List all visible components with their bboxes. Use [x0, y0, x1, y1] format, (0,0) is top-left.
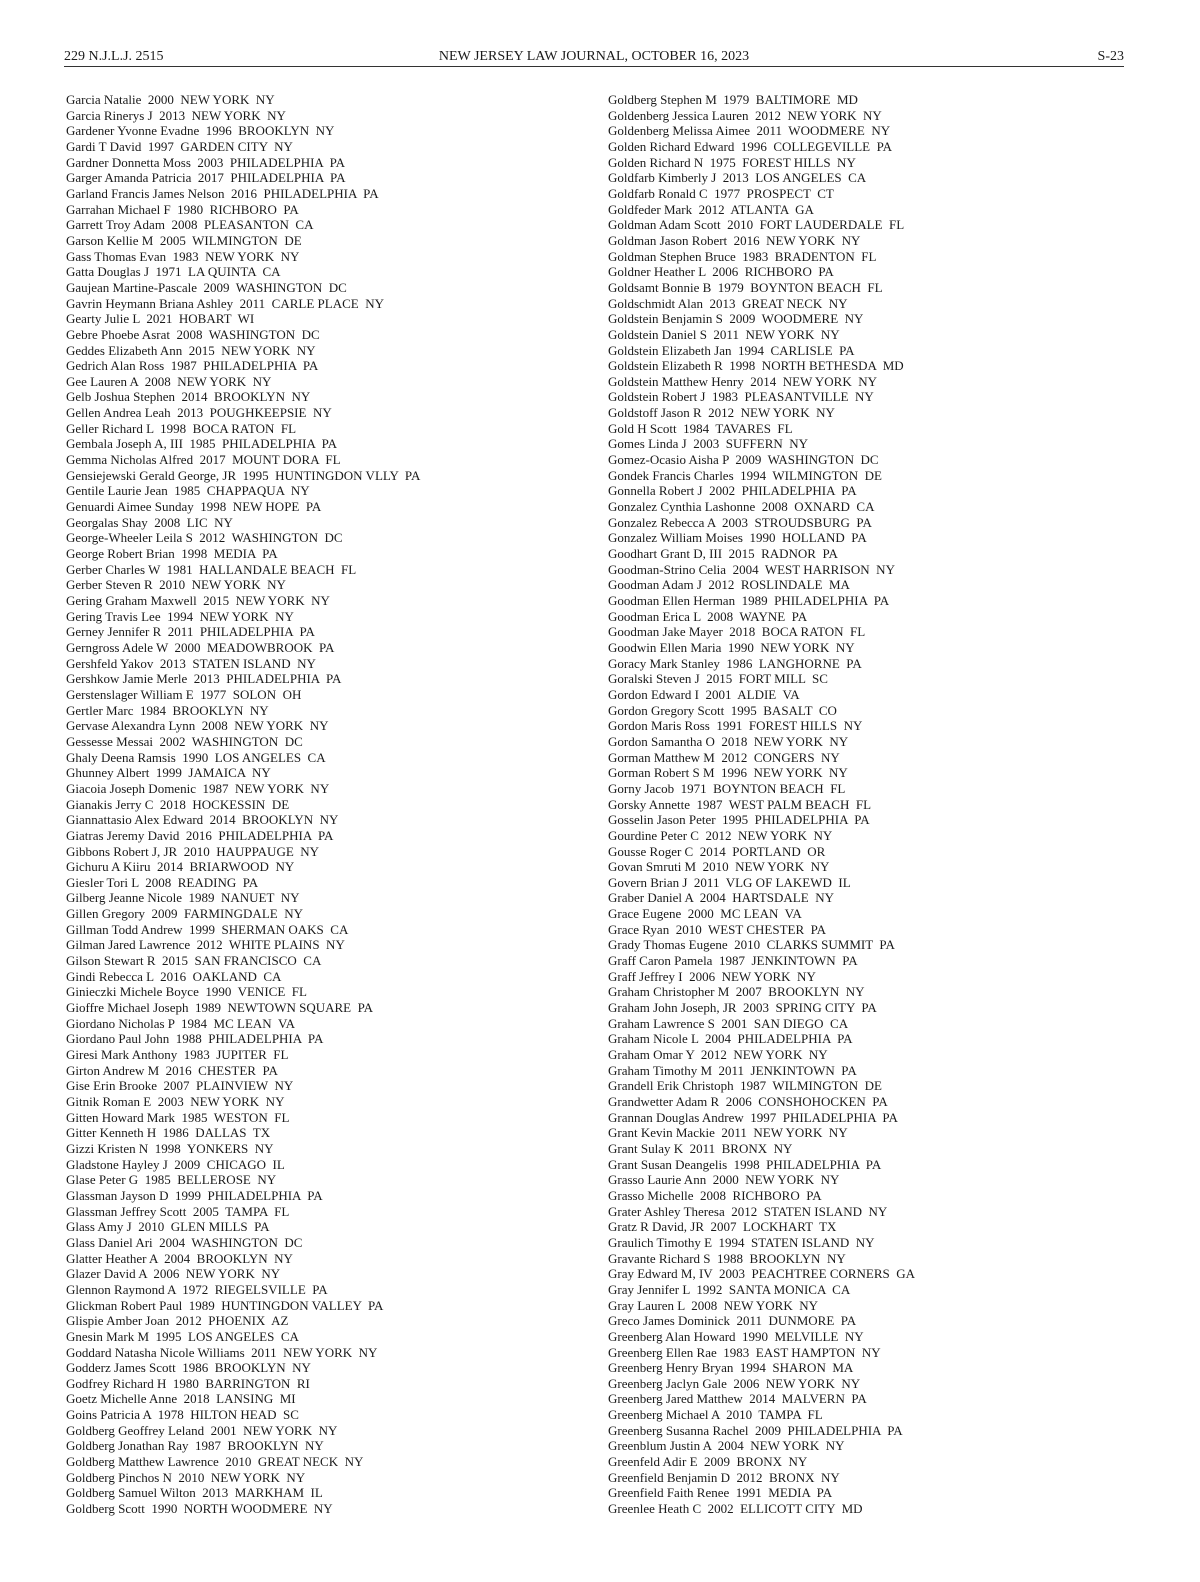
list-item: Greenberg Alan Howard 1990 MELVILLE NY: [608, 1328, 864, 1344]
list-item: Gillen Gregory 2009 FARMINGDALE NY: [66, 906, 303, 922]
list-item: Glass Amy J 2010 GLEN MILLS PA: [66, 1219, 270, 1235]
list-item: Gizzi Kristen N 1998 YONKERS NY: [66, 1140, 274, 1156]
list-item: Gass Thomas Evan 1983 NEW YORK NY: [66, 248, 300, 264]
list-item: Greenberg Susanna Rachel 2009 PHILADELPHIA PA: [608, 1422, 903, 1438]
list-item: Giesler Tori L 2008 READING PA: [66, 874, 259, 890]
list-item: Gordon Samantha O 2018 NEW YORK NY: [608, 733, 849, 749]
list-item: Garrahan Michael F 1980 RICHBORO PA: [66, 201, 299, 217]
list-item: Gosselin Jason Peter 1995 PHILADELPHIA PA: [608, 812, 870, 828]
list-item: Grandell Erik Christoph 1987 WILMINGTON DE: [608, 1078, 882, 1094]
list-item: Grater Ashley Theresa 2012 STATEN ISLAND NY: [608, 1203, 888, 1219]
list-item: Greenfield Faith Renee 1991 MEDIA PA: [608, 1485, 833, 1501]
list-item: Gratz R David, JR 2007 LOCKHART TX: [608, 1219, 837, 1235]
list-item: Goldberg Jonathan Ray 1987 BROOKLYN NY: [66, 1438, 324, 1454]
list-item: Giacoia Joseph Domenic 1987 NEW YORK NY: [66, 780, 330, 796]
list-item: Gomes Linda J 2003 SUFFERN NY: [608, 436, 809, 452]
list-item: Glassman Jayson D 1999 PHILADELPHIA PA: [66, 1187, 323, 1203]
list-item: Goodman Adam J 2012 ROSLINDALE MA: [608, 577, 850, 593]
list-item: Gerstenslager William E 1977 SOLON OH: [66, 686, 302, 702]
list-item: Gebre Phoebe Asrat 2008 WASHINGTON DC: [66, 326, 320, 342]
list-item: Ghunney Albert 1999 JAMAICA NY: [66, 765, 271, 781]
list-item: Gorny Jacob 1971 BOYNTON BEACH FL: [608, 780, 846, 796]
list-item: Grace Eugene 2000 MC LEAN VA: [608, 906, 802, 922]
list-item: Grant Susan Deangelis 1998 PHILADELPHIA PA: [608, 1156, 882, 1172]
list-item: Govan Smruti M 2010 NEW YORK NY: [608, 859, 830, 875]
list-item: Giatras Jeremy David 2016 PHILADELPHIA PA: [66, 827, 334, 843]
list-item: Goldman Jason Robert 2016 NEW YORK NY: [608, 232, 861, 248]
list-item: Gardi T David 1997 GARDEN CITY NY: [66, 138, 293, 154]
list-item: Glase Peter G 1985 BELLEROSE NY: [66, 1172, 277, 1188]
list-item: Gavrin Heymann Briana Ashley 2011 CARLE PLACE NY: [66, 295, 384, 311]
list-item: Goodman-Strino Celia 2004 WEST HARRISON NY: [608, 561, 895, 577]
list-item: Goldberg Matthew Lawrence 2010 GREAT NECK NY: [66, 1454, 364, 1470]
list-item: Godderz James Scott 1986 BROOKLYN NY: [66, 1360, 311, 1376]
list-item: Gray Lauren L 2008 NEW YORK NY: [608, 1297, 818, 1313]
list-item: Golden Richard Edward 1996 COLLEGEVILLE PA: [608, 138, 893, 154]
list-item: Gray Jennifer L 1992 SANTA MONICA CA: [608, 1281, 851, 1297]
list-item: Goodman Jake Mayer 2018 BOCA RATON FL: [608, 624, 866, 640]
list-item: Graham Omar Y 2012 NEW YORK NY: [608, 1047, 828, 1063]
list-item: Goldfarb Kimberly J 2013 LOS ANGELES CA: [608, 170, 867, 186]
list-item: Gessesse Messai 2002 WASHINGTON DC: [66, 733, 303, 749]
list-item: Goldberg Geoffrey Leland 2001 NEW YORK NY: [66, 1422, 338, 1438]
list-item: Gitten Howard Mark 1985 WESTON FL: [66, 1109, 290, 1125]
list-item: Goldner Heather L 2006 RICHBORO PA: [608, 264, 834, 280]
list-item: Geddes Elizabeth Ann 2015 NEW YORK NY: [66, 342, 316, 358]
list-item: Ginieczki Michele Boyce 1990 VENICE FL: [66, 984, 307, 1000]
list-item: Greenlee Heath C 2002 ELLICOTT CITY MD: [608, 1501, 863, 1517]
list-item: Goodwin Ellen Maria 1990 NEW YORK NY: [608, 639, 855, 655]
list-item: Goldman Stephen Bruce 1983 BRADENTON FL: [608, 248, 877, 264]
list-item: Gorman Matthew M 2012 CONGERS NY: [608, 749, 840, 765]
list-item: Glazer David A 2006 NEW YORK NY: [66, 1266, 281, 1282]
list-item: Goldschmidt Alan 2013 GREAT NECK NY: [608, 295, 848, 311]
list-item: Garger Amanda Patricia 2017 PHILADELPHIA PA: [66, 170, 346, 186]
list-item: Gousse Roger C 2014 PORTLAND OR: [608, 843, 826, 859]
list-item: Goodman Erica L 2008 WAYNE PA: [608, 608, 808, 624]
list-item: Gee Lauren A 2008 NEW YORK NY: [66, 373, 272, 389]
list-item: Gellen Andrea Leah 2013 POUGHKEEPSIE NY: [66, 405, 332, 421]
list-item: Garcia Rinerys J 2013 NEW YORK NY: [66, 107, 286, 123]
list-item: Garland Francis James Nelson 2016 PHILADELPHIA PA: [66, 185, 379, 201]
list-item: Goldstein Elizabeth R 1998 NORTH BETHESDA MD: [608, 358, 904, 374]
right-column-list: [608, 92, 915, 1517]
list-item: Gorman Robert S M 1996 NEW YORK NY: [608, 765, 848, 781]
list-item: Gnesin Mark M 1995 LOS ANGELES CA: [66, 1328, 299, 1344]
list-item: Gillman Todd Andrew 1999 SHERMAN OAKS CA: [66, 921, 349, 937]
list-item: Graulich Timothy E 1994 STATEN ISLAND NY: [608, 1234, 875, 1250]
list-item: Grasso Michelle 2008 RICHBORO PA: [608, 1187, 822, 1203]
list-item: Gonzalez Rebecca A 2003 STROUDSBURG PA: [608, 514, 872, 530]
list-item: Garcia Natalie 2000 NEW YORK NY: [66, 92, 275, 107]
journal-citation: 229 N.J.L.J. 2515: [64, 49, 164, 64]
list-item: Garson Kellie M 2005 WILMINGTON DE: [66, 232, 302, 248]
list-item: Goddard Natasha Nicole Williams 2011 NEW YORK NY: [66, 1344, 378, 1360]
list-item: Goodman Ellen Herman 1989 PHILADELPHIA PA: [608, 593, 890, 608]
list-item: Goldstein Daniel S 2011 NEW YORK NY: [608, 326, 840, 342]
list-item: Gray Edward M, IV 2003 PEACHTREE CORNERS GA: [608, 1266, 916, 1282]
list-item: Genuardi Aimee Sunday 1998 NEW HOPE PA: [66, 499, 322, 515]
list-item: Grasso Laurie Ann 2000 NEW YORK NY: [608, 1172, 840, 1188]
list-item: Glennon Raymond A 1972 RIEGELSVILLE PA: [66, 1281, 328, 1297]
list-item: Gatta Douglas J 1971 LA QUINTA CA: [66, 264, 281, 280]
list-item: Gordon Edward I 2001 ALDIE VA: [608, 686, 800, 702]
list-item: Godfrey Richard H 1980 BARRINGTON RI: [66, 1375, 310, 1391]
list-item: Gindi Rebecca L 2016 OAKLAND CA: [66, 968, 282, 984]
list-item: Gentile Laurie Jean 1985 CHAPPAQUA NY: [66, 483, 310, 499]
list-item: Gering Graham Maxwell 2015 NEW YORK NY: [66, 593, 330, 608]
list-item: Gilman Jared Lawrence 2012 WHITE PLAINS NY: [66, 937, 345, 953]
list-item: Greenberg Michael A 2010 TAMPA FL: [608, 1407, 823, 1423]
list-item: Gourdine Peter C 2012 NEW YORK NY: [608, 827, 833, 843]
list-item: Gemma Nicholas Alfred 2017 MOUNT DORA FL: [66, 452, 341, 468]
list-item: Grannan Douglas Andrew 1997 PHILADELPHIA PA: [608, 1109, 898, 1125]
list-item: Goldstoff Jason R 2012 NEW YORK NY: [608, 405, 835, 421]
list-item: Greenberg Ellen Rae 1983 EAST HAMPTON NY: [608, 1344, 881, 1360]
list-item: Goracy Mark Stanley 1986 LANGHORNE PA: [608, 655, 862, 671]
list-item: Graham Nicole L 2004 PHILADELPHIA PA: [608, 1031, 853, 1047]
list-item: Gitter Kenneth H 1986 DALLAS TX: [66, 1125, 271, 1141]
list-item: Grant Kevin Mackie 2011 NEW YORK NY: [608, 1125, 848, 1141]
list-item: Goldberg Pinchos N 2010 NEW YORK NY: [66, 1469, 306, 1485]
list-item: Garrett Troy Adam 2008 PLEASANTON CA: [66, 217, 314, 233]
list-item: Gordon Gregory Scott 1995 BASALT CO: [608, 702, 837, 718]
list-item: Greenfield Benjamin D 2012 BRONX NY: [608, 1469, 840, 1485]
list-item: Goralski Steven J 2015 FORT MILL SC: [608, 671, 828, 687]
left-column-list: [66, 92, 420, 1517]
list-item: Goldsamt Bonnie B 1979 BOYNTON BEACH FL: [608, 279, 883, 295]
list-item: Goldman Adam Scott 2010 FORT LAUDERDALE FL: [608, 217, 905, 233]
list-item: Glass Daniel Ari 2004 WASHINGTON DC: [66, 1234, 303, 1250]
list-item: Gichuru A Kiiru 2014 BRIARWOOD NY: [66, 859, 295, 875]
list-item: Gershfeld Yakov 2013 STATEN ISLAND NY: [66, 655, 316, 671]
list-item: Gerngross Adele W 2000 MEADOWBROOK PA: [66, 639, 335, 655]
list-item: Goldberg Samuel Wilton 2013 MARKHAM IL: [66, 1485, 323, 1501]
page-header: [64, 48, 1124, 67]
list-item: Gioffre Michael Joseph 1989 NEWTOWN SQUARE PA: [66, 1000, 374, 1016]
list-item: Graham John Joseph, JR 2003 SPRING CITY PA: [608, 1000, 877, 1016]
list-item: Gitnik Roman E 2003 NEW YORK NY: [66, 1094, 285, 1109]
list-item: Gilberg Jeanne Nicole 1989 NANUET NY: [66, 890, 300, 906]
list-item: Gerber Charles W 1981 HALLANDALE BEACH FL: [66, 561, 357, 577]
list-item: Giannattasio Alex Edward 2014 BROOKLYN NY: [66, 812, 339, 828]
list-item: Goetz Michelle Anne 2018 LANSING MI: [66, 1391, 296, 1407]
page-number: S-23: [1097, 49, 1124, 64]
list-item: Greenberg Jared Matthew 2014 MALVERN PA: [608, 1391, 867, 1407]
list-item: Gershkow Jamie Merle 2013 PHILADELPHIA PA: [66, 671, 342, 687]
list-item: Goldberg Scott 1990 NORTH WOODMERE NY: [66, 1501, 333, 1517]
list-item: Goldstein Robert J 1983 PLEASANTVILLE NY: [608, 389, 874, 405]
list-item: Grandwetter Adam R 2006 CONSHOHOCKEN PA: [608, 1094, 888, 1109]
list-item: Giresi Mark Anthony 1983 JUPITER FL: [66, 1047, 289, 1063]
list-item: Greenblum Justin A 2004 NEW YORK NY: [608, 1438, 845, 1454]
list-item: Golden Richard N 1975 FOREST HILLS NY: [608, 154, 856, 170]
list-item: Greco James Dominick 2011 DUNMORE PA: [608, 1313, 857, 1329]
list-item: Gomez-Ocasio Aisha P 2009 WASHINGTON DC: [608, 452, 879, 468]
list-item: Gerber Steven R 2010 NEW YORK NY: [66, 577, 286, 593]
list-item: Gold H Scott 1984 TAVARES FL: [608, 420, 793, 436]
list-item: Giordano Paul John 1988 PHILADELPHIA PA: [66, 1031, 324, 1047]
list-item: Graff Jeffrey I 2006 NEW YORK NY: [608, 968, 816, 984]
list-item: Graham Timothy M 2011 JENKINTOWN PA: [608, 1062, 857, 1078]
list-item: George Robert Brian 1998 MEDIA PA: [66, 546, 278, 562]
list-item: Gerney Jennifer R 2011 PHILADELPHIA PA: [66, 624, 315, 640]
list-item: Gonnella Robert J 2002 PHILADELPHIA PA: [608, 483, 857, 499]
list-item: Gensiejewski Gerald George, JR 1995 HUNTINGDON VLLY PA: [66, 467, 421, 483]
list-item: Gibbons Robert J, JR 2010 HAUPPAUGE NY: [66, 843, 320, 859]
list-item: Graff Caron Pamela 1987 JENKINTOWN PA: [608, 953, 858, 969]
list-item: Goins Patricia A 1978 HILTON HEAD SC: [66, 1407, 299, 1423]
list-item: Goldenberg Jessica Lauren 2012 NEW YORK NY: [608, 107, 882, 123]
list-item: Grady Thomas Eugene 2010 CLARKS SUMMIT PA: [608, 937, 895, 953]
list-item: Glatter Heather A 2004 BROOKLYN NY: [66, 1250, 293, 1266]
list-item: Goldstein Benjamin S 2009 WOODMERE NY: [608, 311, 864, 327]
list-item: Graber Daniel A 2004 HARTSDALE NY: [608, 890, 834, 906]
list-item: Goldberg Stephen M 1979 BALTIMORE MD: [608, 92, 858, 107]
list-item: Gaujean Martine-Pascale 2009 WASHINGTON DC: [66, 279, 347, 295]
list-item: Greenberg Henry Bryan 1994 SHARON MA: [608, 1360, 854, 1376]
journal-title: NEW JERSEY LAW JOURNAL, OCTOBER 16, 2023: [438, 49, 750, 64]
list-item: Govern Brian J 2011 VLG OF LAKEWD IL: [608, 874, 851, 890]
list-item: Gilson Stewart R 2015 SAN FRANCISCO CA: [66, 953, 322, 969]
list-item: Glispie Amber Joan 2012 PHOENIX AZ: [66, 1313, 289, 1329]
list-item: Gonzalez Cynthia Lashonne 2008 OXNARD CA: [608, 499, 875, 515]
list-item: Gelb Joshua Stephen 2014 BROOKLYN NY: [66, 389, 311, 405]
list-item: Goldstein Matthew Henry 2014 NEW YORK NY: [608, 373, 877, 389]
list-item: Gardner Donnetta Moss 2003 PHILADELPHIA PA: [66, 154, 346, 170]
list-item: George-Wheeler Leila S 2012 WASHINGTON DC: [66, 530, 343, 546]
list-item: Gertler Marc 1984 BROOKLYN NY: [66, 702, 269, 718]
list-item: Gervase Alexandra Lynn 2008 NEW YORK NY: [66, 718, 329, 734]
list-item: Girton Andrew M 2016 CHESTER PA: [66, 1062, 278, 1078]
list-item: Graham Christopher M 2007 BROOKLYN NY: [608, 984, 865, 1000]
list-item: Goldfarb Ronald C 1977 PROSPECT CT: [608, 185, 834, 201]
list-item: Goldenberg Melissa Aimee 2011 WOODMERE NY: [608, 123, 891, 139]
list-item: Grant Sulay K 2011 BRONX NY: [608, 1140, 793, 1156]
list-item: Gardener Yvonne Evadne 1996 BROOKLYN NY: [66, 123, 335, 139]
list-item: Georgalas Shay 2008 LIC NY: [66, 514, 233, 530]
list-item: Gondek Francis Charles 1994 WILMINGTON DE: [608, 467, 882, 483]
list-item: Greenberg Jaclyn Gale 2006 NEW YORK NY: [608, 1375, 861, 1391]
list-item: Gembala Joseph A, III 1985 PHILADELPHIA PA: [66, 436, 338, 452]
list-item: Greenfeld Adir E 2009 BRONX NY: [608, 1454, 808, 1470]
list-item: Ghaly Deena Ramsis 1990 LOS ANGELES CA: [66, 749, 326, 765]
list-item: Gise Erin Brooke 2007 PLAINVIEW NY: [66, 1078, 294, 1094]
list-item: Goodhart Grant D, III 2015 RADNOR PA: [608, 546, 838, 562]
list-item: Glickman Robert Paul 1989 HUNTINGDON VALLEY PA: [66, 1297, 384, 1313]
list-item: Giordano Nicholas P 1984 MC LEAN VA: [66, 1015, 296, 1031]
list-item: Gianakis Jerry C 2018 HOCKESSIN DE: [66, 796, 290, 812]
list-item: Gedrich Alan Ross 1987 PHILADELPHIA PA: [66, 358, 319, 374]
list-item: Goldstein Elizabeth Jan 1994 CARLISLE PA: [608, 342, 855, 358]
list-item: Gering Travis Lee 1994 NEW YORK NY: [66, 608, 294, 624]
list-item: Graham Lawrence S 2001 SAN DIEGO CA: [608, 1015, 849, 1031]
list-item: Gearty Julie L 2021 HOBART WI: [66, 311, 255, 327]
list-item: Gorsky Annette 1987 WEST PALM BEACH FL: [608, 796, 872, 812]
list-item: Geller Richard L 1998 BOCA RATON FL: [66, 420, 297, 436]
list-item: Grace Ryan 2010 WEST CHESTER PA: [608, 921, 827, 937]
list-item: Gravante Richard S 1988 BROOKLYN NY: [608, 1250, 846, 1266]
list-item: Goldfeder Mark 2012 ATLANTA GA: [608, 201, 814, 217]
list-item: Gladstone Hayley J 2009 CHICAGO IL: [66, 1156, 285, 1172]
list-item: Glassman Jeffrey Scott 2005 TAMPA FL: [66, 1203, 290, 1219]
list-item: Gonzalez William Moises 1990 HOLLAND PA: [608, 530, 867, 546]
list-item: Gordon Maris Ross 1991 FOREST HILLS NY: [608, 718, 863, 734]
